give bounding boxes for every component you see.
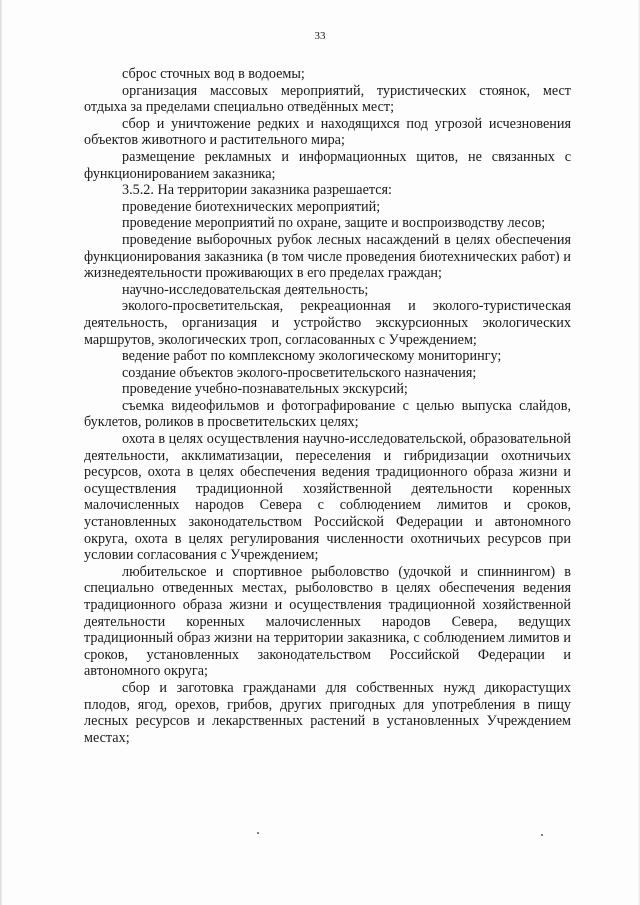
paragraph: съемка видеофильмов и фотографирование с целью выпуска слайдов, буклетов, роликов в просветительских целях;: [84, 397, 571, 431]
page-number: 33: [314, 30, 326, 42]
paragraph: любительское и спортивное рыболовство (удочкой и спиннингом) в специально отведенных местах, рыболовство в целях обеспечения ведения традиционного образа жизни и осуществления традиционной хозяйственной деятельности коренных малочисленных народов Севера, ведущих традиционный образ жизни на территории заказника, с соблюдением лимитов и сроков, установленных законодательством Российской Федерации и автономного округа;: [84, 563, 571, 680]
document-body: [84, 66, 571, 746]
paragraph: сброс сточных вод в водоемы;: [122, 66, 305, 82]
scan-edge-left: [0, 0, 3, 905]
section-heading: 3.5.2. На территории заказника разрешается:: [122, 182, 392, 199]
paragraph: ведение работ по комплексному экологическому мониторингу;: [122, 348, 502, 365]
paragraph: размещение рекламных и информационных щитов, не связанных с функционированием заказника;: [84, 148, 571, 182]
paragraph: проведение биотехнических мероприятий;: [122, 198, 381, 215]
paragraph: научно-исследовательская деятельность;: [122, 281, 369, 298]
scan-speck: [257, 832, 259, 834]
paragraph: охота в целях осуществления научно-исследовательской, образовательной деятельности, акклиматизации, переселения и гибридизации охотничьих ресурсов, охота в целях обеспечения ведения традиционного образа жизни и осуществления традиционной хозяйственной деятельности коренных малочисленных народов Севера с соблюдением лимитов и сроков, установленных законодательством Российской Федерации и автономного округа, охота в целях регулирования численности охотничьих ресурсов при условии согласования с Учреждением;: [84, 431, 571, 564]
paragraph: организация массовых мероприятий, туристических стоянок, мест отдыха за пределами специально отведённых мест;: [84, 82, 571, 116]
paragraph: создание объектов эколого-просветительского назначения;: [122, 364, 477, 381]
paragraph: сбор и уничтожение редких и находящихся под угрозой исчезновения объектов животного и растительного мира;: [84, 115, 571, 149]
scan-speck: [541, 834, 543, 836]
paragraph: сбор и заготовка гражданами для собственных нужд дикорастущих плодов, ягод, орехов, грибов, других пригодных для употребления в пищу лесных ресурсов и лекарственных растений в установленных Учреждением местах;: [84, 679, 571, 746]
paragraph: проведение мероприятий по охране, защите и воспроизводству лесов;: [122, 215, 546, 232]
paragraph: эколого-просветительская, рекреационная и эколого-туристическая деятельность, организация и устройство экскурсионных экологических маршрутов, экологических троп, согласованных с Учреждением;: [84, 298, 571, 348]
paragraph: проведение выборочных рубок лесных насаждений в целях обеспечения функционирования заказника (в том числе проведения биотехнических работ) и жизнедеятельности проживающих в его пределах граждан;: [84, 231, 571, 282]
paragraph: проведение учебно-познавательных экскурсий;: [122, 381, 408, 398]
